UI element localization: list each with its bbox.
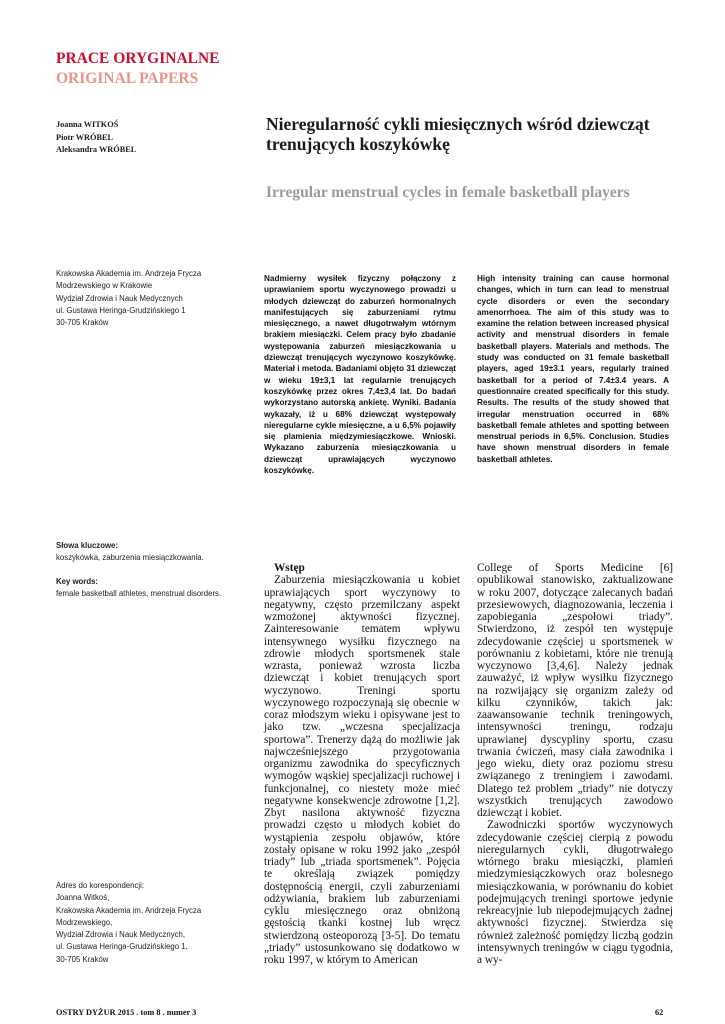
keywords-pl-label: Słowa kluczowe:	[56, 541, 118, 550]
body-column-right	[477, 562, 673, 966]
author-name: Piotr WRÓBEL	[56, 132, 114, 142]
body-paragraph: Zaburzenia miesiączkowania u kobiet uprawiających sport wyczynowy to negatywny, często przemilczany aspekt wzmożonej aktywności fizycznej. Zainteresowanie tematem wpływu intensywnego wysiłku fizycznego na zdrowie młodych sportsmenek stale wzrasta, ponieważ wzrosta liczba dziewcząt i kobiet trenujących sport wyczynowo. Treningi sportu wyczynowego rozpoczynają się obecnie w coraz młodszym wieku i opisywane jest to jako tzw. „wczesna specjalizacja sportowa”. Trenerzy dążą do możliwie jak najwcześniejszego przygotowania organizmu zawodnika do specyficznych wymogów wąskiej specjalizacji ruchowej i funkcjonalnej, co niestety może mieć negatywne konsekwencje zdrowotne [1,2]. Zbyt nasilona aktywność fizyczna prowadzi często u młodych kobiet do wystąpienia zespołu objawów, które zostały opisane w roku 1992 jako „zespół triady” lub „triada sportsmenek”. Pojęcia te określają związek pomiędzy dostępnością energii, czyli zaburzeniami odżywiania, brakiem lub zaburzeniami cyklu miesięcznego oraz obniżoną gęstością tkanki kostnej lub wręcz stwierdzoną osteoporozą [3-5]. Do tematu „triady” ustosunkowano się dodatkowo w roku 1997, w którym to American	[264, 574, 460, 966]
page-number: 62	[655, 1008, 664, 1017]
affiliation-line: Wydział Zdrowia i Nauk Medycznych	[56, 293, 183, 303]
affiliation-line: ul. Gustawa Heringa-Grudzińskiego 1	[56, 305, 186, 315]
correspondence-line: ul. Gustawa Heringa-Grudzińskiego 1,	[56, 942, 188, 952]
journal-footer: OSTRY DYŻUR 2015 . tom 8 . numer 3	[56, 1008, 197, 1017]
affiliation-line: Krakowska Akademia im. Andrzeja Frycza	[56, 269, 202, 278]
affiliation-line: 30-705 Kraków	[56, 318, 109, 328]
author-name: Joanna WITKOŚ	[56, 120, 119, 129]
affiliation	[56, 268, 246, 329]
article-title-pl: Nieregularność cykli miesięcznych wśród dziewcząt trenujących koszykówkę	[266, 114, 650, 154]
abstract-en: High intensity training can cause hormonal changes, which in turn can lead to menstrual cycle disorders or even the secondary amenorrhoea. The aim of this study was to examine the relation between increased physical activity and menstrual disorders in female basketball players. Materials and methods. The study was conducted on 31 female basketball players, aged 19±3.1 years, regularly trained basketball for a period of 7.4±3.4 years. A questionnaire created specifically for this study. Results. The results of the study showed that irregular menstruation occurred in 68% basketball female athletes and spotting between menstrual periods in 6,5%. Conclusion. Studies have shown menstrual disorders in female basketball athletes.	[477, 274, 669, 464]
correspondence-line: Joanna Witkoś,	[56, 893, 110, 903]
body-paragraph: Zawodniczki sportów wyczynowych zdecydowanie częściej cierpią z powodu nieregularnych cykli, długotrwałego wtórnego braku miesiączki, plamień miedzymiesiączkowych oraz bolesnego miesiączkowania, w porównaniu do kobiet podejmujących treningi sportowe jedynie rekreacyjnie lub niepodejmujących żadnej aktywności fizycznej. Stwierdza się również zależność pomiędzy liczbą godzin intensywnych treningów w ciągu tygodnia, a wy-	[477, 819, 673, 966]
affiliation-line: Modrzewskiego w Krakowie	[56, 281, 153, 291]
keywords-en-text: female basketball athletes, menstrual disorders.	[56, 589, 222, 598]
intro-heading: Wstęp	[274, 562, 305, 574]
body-column-left	[264, 562, 460, 966]
body-paragraph: College of Sports Medicine [6] opublikował stanowisko, zaktualizowane w roku 2007, dotyczące zalecanych badań przesiewowych, diagnozowania, leczenia i zapobiegania „zespołowi triady”. Stwierdzono, iż zespół ten występuje zdecydowanie częściej u sportsmenek w porównaniu z kobietami, które nie trenują wyczynowo [3,4,6]. Należy jednak zauważyć, iż wpływ wysiłku fizycznego na rozwijający się organizm zależy od kilku czynników, takich jak: zaawansowanie technik treningowych, intensywności treningu, rodzaju uprawianej dyscypliny sportu, czasu trwania ćwiczeń, masy ciała zawodnika i jego wieku, diety oraz poziomu stresu związanego z treningiem i zawodami. Dlatego też problem „triady” nie dotyczy wszystkich trenujących zawodowo dziewcząt i kobiet.	[477, 562, 673, 819]
correspondence-line: Krakowska Akademia im. Andrzeja Frycza	[56, 905, 202, 915]
section-label-en: ORIGINAL PAPERS	[56, 70, 199, 87]
abstract-pl: Nadmierny wysiłek fizyczny połączony z uprawianiem sportu wyczynowego prowadzi u młodych dziewcząt do zaburzeń hormonalnych manifestujących się zaburzeniami rytmu miesięcznego, a nawet długotrwałym wtórnym brakiem miesiączki. Celem pracy było zbadanie występowania zaburzeń miesiączkowania u dziewcząt trenujących wyczynowo koszykówkę. Materiał i metoda. Badaniami objęto 31 dziewcząt w wieku 19±3,1 lat regularnie trenujących koszykówkę przez okres 7,4±3,4 lat. Do badań wykorzystano autorską ankietę. Wyniki. Badania wykazały, iż u 68% dziewcząt występowały nieregularne cykle miesięczne, a u 6,5% pojawiły się plamienia międzymiesiączkowe. Wnioski. Wykazano zaburzenia miesiączkowania u dziewcząt uprawiających wyczynowo koszykówkę.	[264, 274, 456, 476]
keywords-en-label: Key words:	[56, 577, 99, 586]
keywords-pl	[56, 540, 204, 564]
correspondence-line: 30-705 Kraków	[56, 954, 109, 964]
keywords-en	[56, 576, 221, 600]
author-list	[56, 119, 136, 157]
correspondence	[56, 880, 256, 966]
keywords-pl-text: koszykówka, zaburzenia miesiączkowania.	[56, 553, 204, 562]
article-title-en: Irregular menstrual cycles in female basketball players	[266, 184, 630, 201]
correspondence-line: Adres do korespondencji:	[56, 881, 144, 890]
correspondence-line: Modrzewskiego,	[56, 917, 113, 927]
author-name: Aleksandra WRÓBEL	[56, 145, 137, 154]
correspondence-line: Wydział Zdrowia i Nauk Medycznych,	[56, 930, 186, 940]
section-label-pl: PRACE ORYGINALNE	[56, 50, 220, 67]
